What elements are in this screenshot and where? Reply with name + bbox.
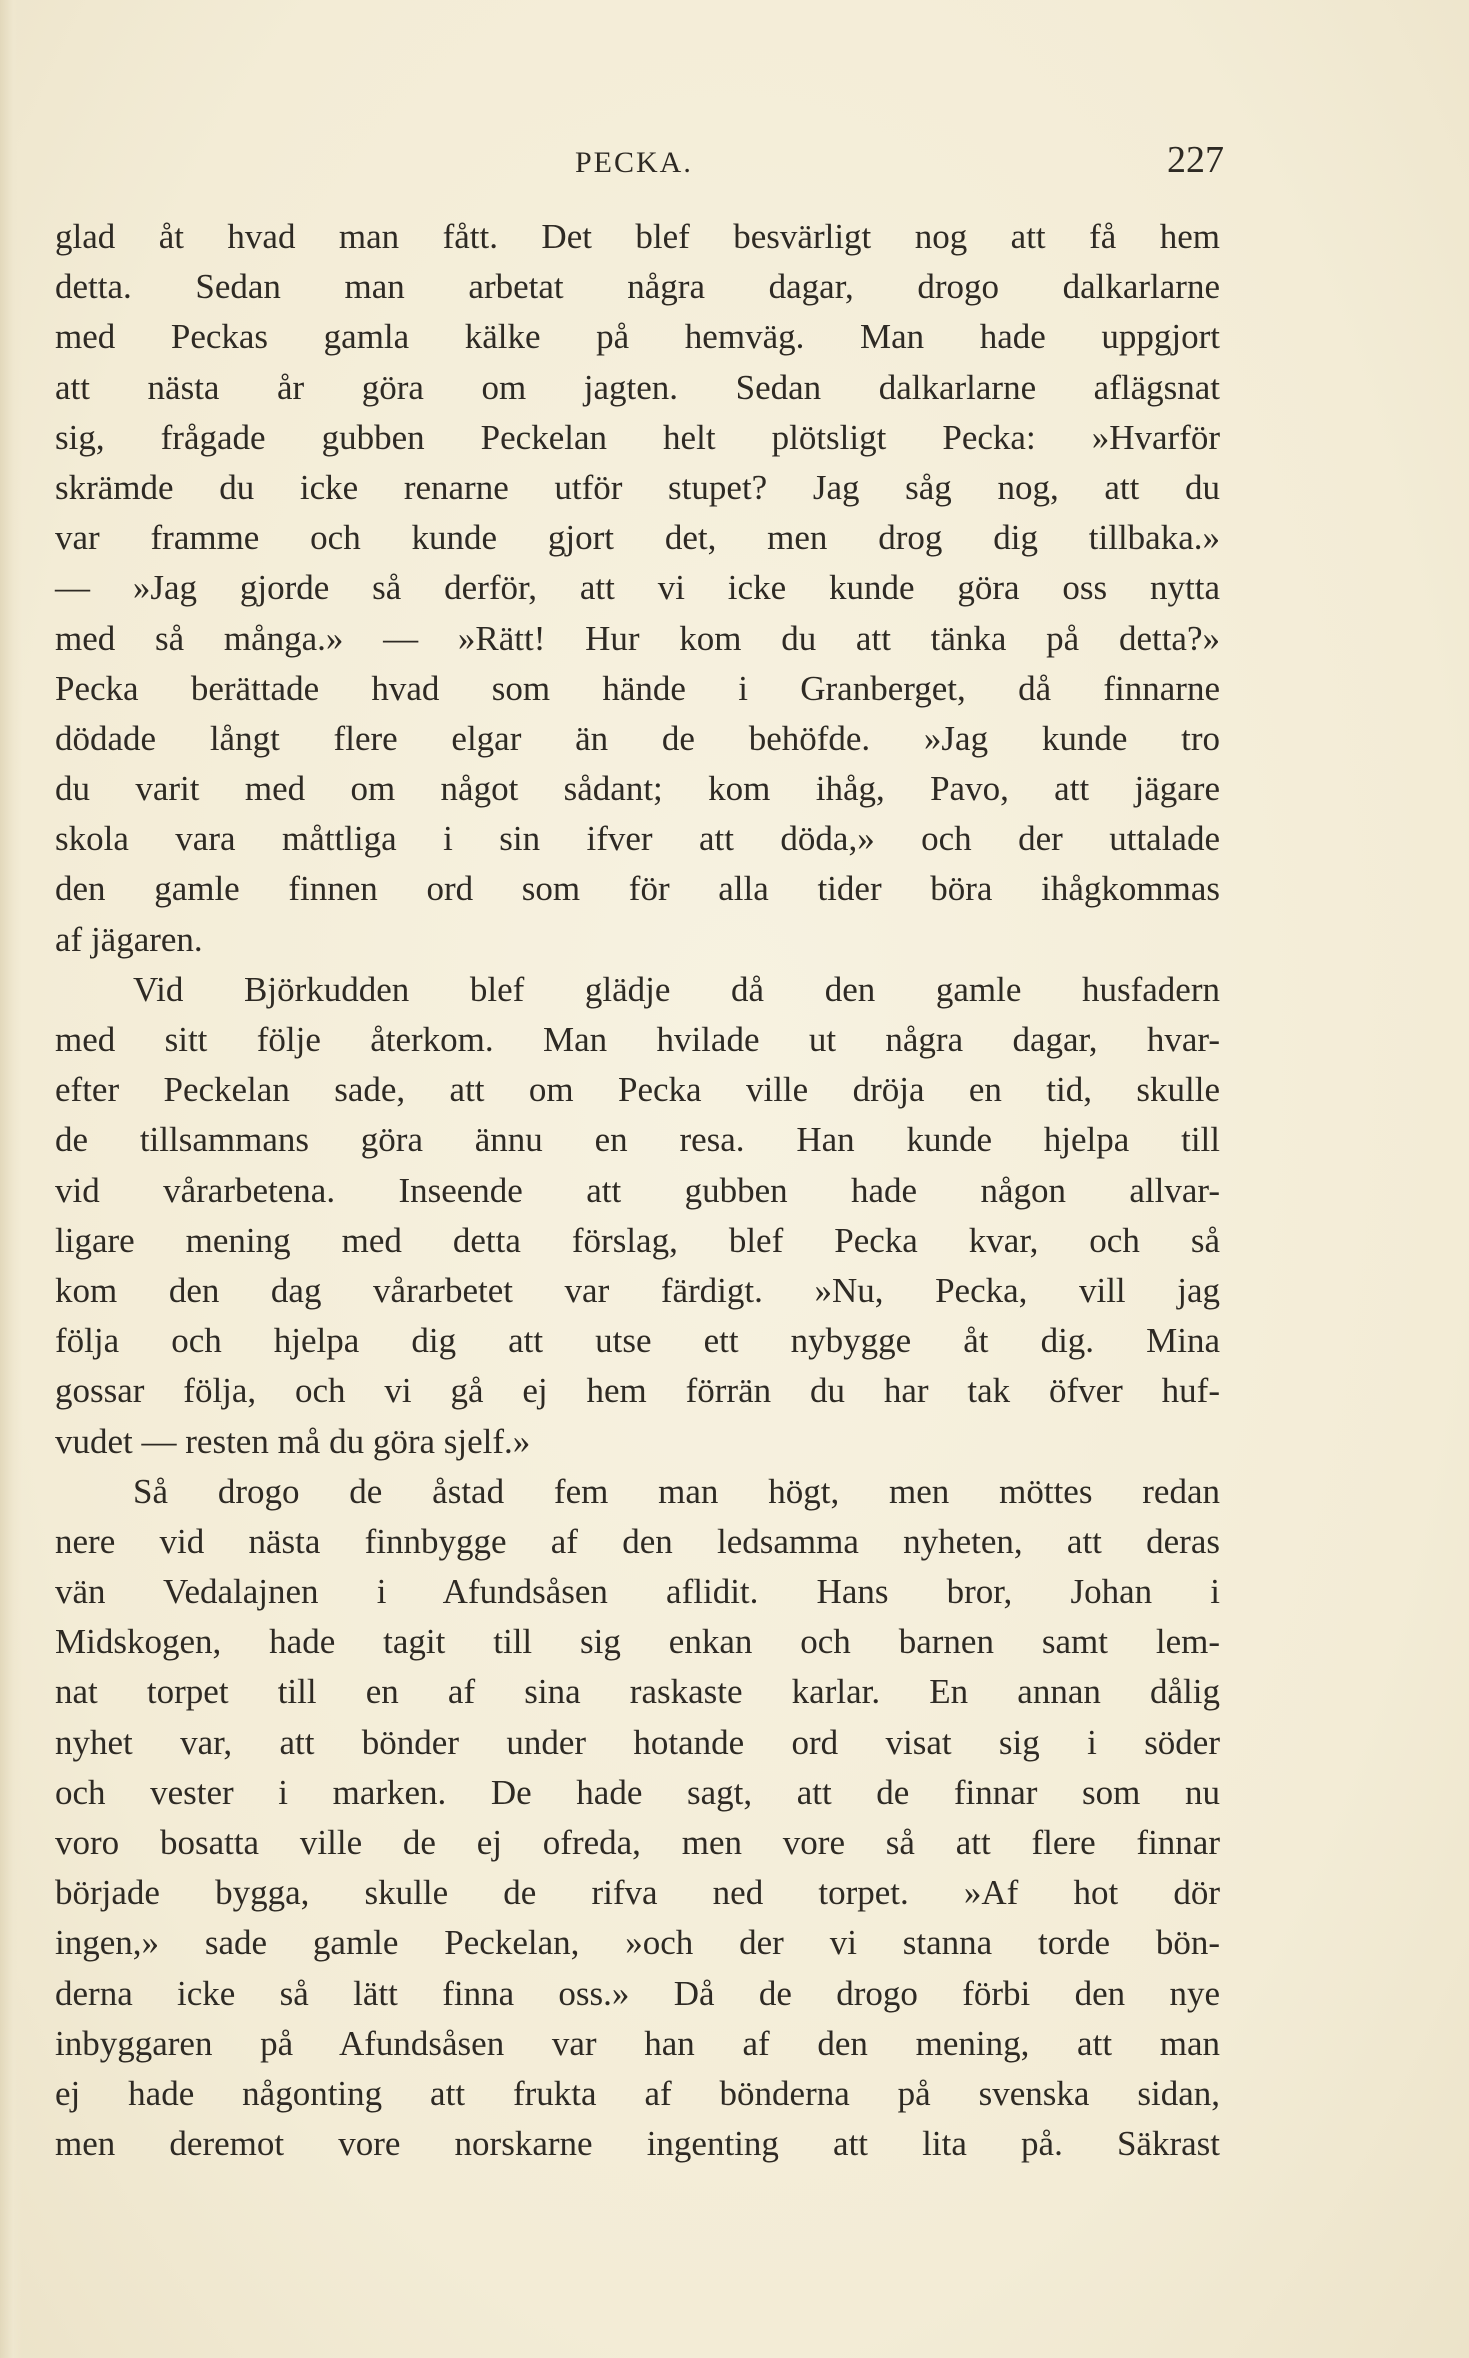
text-line: glad åt hvad man fått. Det blef besvärligt nog att få hem xyxy=(55,217,1220,256)
text-line: Midskogen, hade tagit till sig enkan och barnen samt lem- xyxy=(55,1622,1220,1662)
text-line: de tillsammans göra ännu en resa. Han kunde hjelpa till xyxy=(55,1120,1220,1160)
page-number: 227 xyxy=(1167,139,1224,181)
text-line: nyhet var, att bönder under hotande ord visat sig i söder xyxy=(55,1722,1220,1762)
text-line: började bygga, skulle de rifva ned torpet. »Af hot dör xyxy=(55,1873,1220,1913)
text-line: var framme och kunde gjort det, men drog dig tillbaka.» xyxy=(55,518,1220,558)
text-line: med Peckas gamla kälke på hemväg. Man hade uppgjort xyxy=(55,317,1220,357)
text-line: gossar följa, och vi gå ej hem förrän du har tak öfver huf- xyxy=(55,1371,1220,1411)
text-line: vän Vedalajnen i Afundsåsen aflidit. Hans bror, Johan i xyxy=(55,1572,1220,1612)
text-line: derna icke så lätt finna oss.» Då de drogo förbi den nye xyxy=(55,1973,1220,2013)
running-title: PECKA. xyxy=(575,146,693,179)
text-line: följa och hjelpa dig att utse ett nybygge åt dig. Mina xyxy=(55,1321,1220,1361)
text-line: vid vårarbetena. Inseende att gubben hade någon allvar- xyxy=(55,1170,1220,1210)
page-gutter-shadow xyxy=(0,0,22,2358)
text-line: Så drogo de åstad fem man högt, men möttes redan xyxy=(133,1471,1220,1511)
text-line: skrämde du icke renarne utför stupet? Jag såg nog, att du xyxy=(55,467,1220,507)
text-line: ligare mening med detta förslag, blef Pecka kvar, och så xyxy=(55,1220,1220,1260)
text-line: voro bosatta ville de ej ofreda, men vore så att flere finnar xyxy=(55,1823,1220,1862)
page-header xyxy=(55,138,1224,188)
text-line: med sitt följe återkom. Man hvilade ut några dagar, hvar- xyxy=(55,1020,1220,1059)
text-line: ingen,» sade gamle Peckelan, »och der vi stanna torde bön- xyxy=(55,1923,1220,1963)
text-line: af jägaren. xyxy=(55,919,203,959)
text-line: inbyggaren på Afundsåsen var han af den mening, att man xyxy=(55,2023,1220,2063)
text-line: att nästa år göra om jagten. Sedan dalkarlarne aflägsnat xyxy=(55,367,1220,407)
text-line: och vester i marken. De hade sagt, att de finnar som nu xyxy=(55,1772,1220,1812)
text-line: men deremot vore norskarne ingenting att lita på. Säkrast xyxy=(55,2124,1220,2164)
text-line: med så många.» — »Rätt! Hur kom du att tänka på detta?» xyxy=(55,618,1220,658)
text-line: skola vara måttliga i sin ifver att döda,» och der uttalade xyxy=(55,819,1220,859)
text-line: nat torpet till en af sina raskaste karlar. En annan dålig xyxy=(55,1672,1220,1712)
text-line: den gamle finnen ord som för alla tider böra ihågkommas xyxy=(55,869,1220,909)
text-line: dödade långt flere elgar än de behöfde. »Jag kunde tro xyxy=(55,718,1220,758)
text-line: efter Peckelan sade, att om Pecka ville dröja en tid, skulle xyxy=(55,1070,1220,1110)
text-line: ej hade någonting att frukta af bönderna på svenska sidan, xyxy=(55,2073,1220,2113)
body-text xyxy=(55,212,1220,2169)
text-line: detta. Sedan man arbetat några dagar, drogo dalkarlarne xyxy=(55,267,1220,307)
text-line: vudet — resten må du göra sjelf.» xyxy=(55,1421,531,1461)
text-line: Pecka berättade hvad som hände i Granberget, då finnarne xyxy=(55,668,1220,708)
text-line: kom den dag vårarbetet var färdigt. »Nu, Pecka, vill jag xyxy=(55,1270,1220,1310)
text-line: Vid Björkudden blef glädje då den gamle husfadern xyxy=(133,969,1220,1009)
text-line: sig, frågade gubben Peckelan helt plötsligt Pecka: »Hvarför xyxy=(55,417,1220,457)
text-line: nere vid nästa finnbygge af den ledsamma nyheten, att deras xyxy=(55,1521,1220,1561)
text-line: du varit med om något sådant; kom ihåg, Pavo, att jägare xyxy=(55,769,1220,809)
text-line: — »Jag gjorde så derför, att vi icke kunde göra oss nytta xyxy=(55,568,1220,608)
